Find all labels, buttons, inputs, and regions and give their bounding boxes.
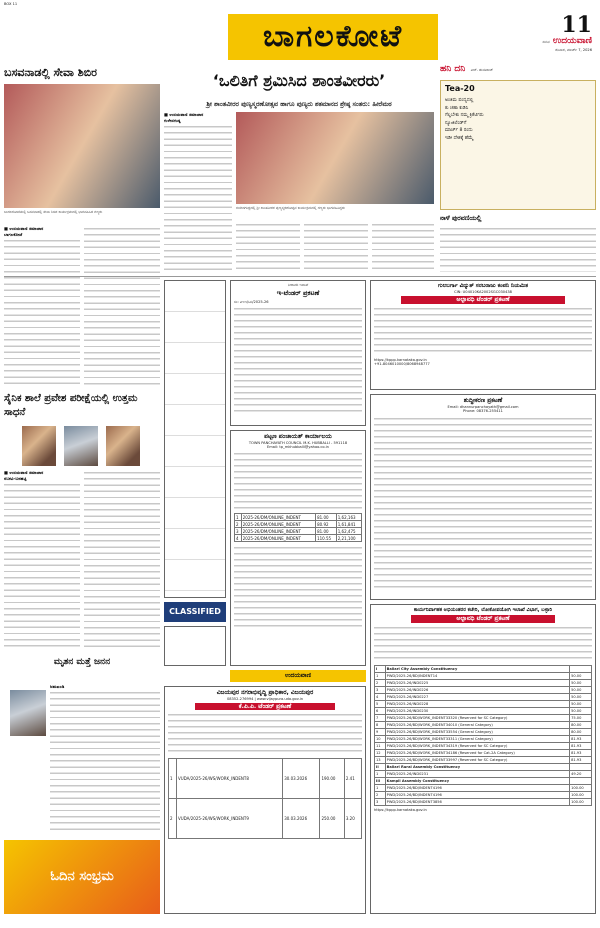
text-lines — [50, 690, 160, 830]
tender-bellary-org: ಕಾರ್ಯನಿರ್ವಾಹಕ ಅಭಿಯಂತರರ ಕಚೇರಿ, ಲೋಕೋಪಯೋಗಿ ಇಲಾಖೆ ವಿಭಾಗ, ಬಳ್ಳಾರಿ — [413, 607, 553, 613]
table-row — [235, 528, 362, 535]
honey-header — [440, 64, 596, 78]
cell: 4 — [235, 535, 242, 542]
cell: 30.03.2026 — [283, 799, 320, 839]
cell: 100.00 — [570, 784, 592, 791]
tender-bellary-title: ಅಲ್ಪಾವಧಿ ಟೆಂಡರ್ ಪ್ರಕಟಣೆ — [411, 615, 555, 623]
tender-vuda-contact: 08352-276994 | www.vijaypura.uda.gov.in — [226, 696, 304, 701]
tender-dhar-email: Email: dhannurpanchayath@gmail.com — [447, 404, 519, 409]
table-row — [375, 721, 592, 728]
table-row — [235, 514, 362, 521]
poem-line: ನ್ಯೂಜಿಲೆಂಡ್‌ಗೆ — [445, 120, 467, 126]
honey-box — [440, 80, 596, 210]
text-lines — [374, 306, 592, 356]
masthead-band — [228, 14, 438, 60]
cell: 250.00 — [320, 799, 344, 839]
left-story2-col2 — [84, 470, 160, 650]
left-story2-dateline: ರಬಕವಿ-ಬನಹಟ್ಟಿ — [4, 476, 27, 482]
paper-prefix: ಸುದಿನ — [542, 40, 550, 44]
cell: 1 — [375, 770, 386, 777]
tender-power — [370, 280, 596, 390]
table-row — [235, 535, 362, 542]
tomorrow-title: ನಾಳೆ ಪುರವಣಿಯಲ್ಲಿ — [440, 214, 482, 222]
poem-line: ಅಂತಿಮ ಪಂದ್ಯದಲ್ಲಿ — [445, 98, 474, 103]
cell: PWD/2025-26/IND0228 — [385, 700, 569, 707]
main-photo — [236, 112, 434, 204]
cell: PWD/2025-26/BD/INDENT14 — [385, 672, 569, 679]
cell: 1 — [375, 784, 386, 791]
left-headline-box — [4, 64, 160, 82]
cell: 1,61,841 — [336, 521, 361, 528]
cell: I — [375, 665, 386, 672]
table-row — [375, 756, 592, 763]
cell: PWD/2025-26/BD/WORK_INDENT34319 (Reserved for SC Category) — [385, 742, 569, 749]
cell: PWD/2025-26/BD/WORK_INDENT33311 (General Category) — [385, 735, 569, 742]
cell: PWD/2025-26/IND0230 — [385, 707, 569, 714]
cell: 81.00 — [316, 528, 337, 535]
left-story-col1 — [4, 226, 80, 386]
cell: 81.93 — [570, 735, 592, 742]
cell: PWD/2025-26/BD/WORK_INDENT33554 (General Category) — [385, 728, 569, 735]
cell: 80.00 — [570, 728, 592, 735]
tender-kppp-office: ನೀರಾವರಿ ಇಲಾಖೆ — [287, 283, 309, 287]
cell: 2,21,100 — [336, 535, 361, 542]
cell: PWD/2025-26/IND0225 — [385, 679, 569, 686]
left-photo — [4, 84, 160, 208]
tender-bellary-website: https://kppp.karnataka.gov.in — [374, 807, 427, 812]
cell: 3 — [375, 686, 386, 693]
cell: 1,62,163 — [336, 514, 361, 521]
page-date: ಶನಿವಾರ, ಮಾರ್ಚ್ 7, 2026 — [555, 48, 592, 52]
cell: 8 — [375, 721, 386, 728]
cell: PWD/2025-26/BD/INDENT4196 — [385, 791, 569, 798]
cell: II — [375, 763, 386, 770]
table-row — [375, 763, 592, 770]
cell: PWD/2025-26/BD/INDENT4196 — [385, 784, 569, 791]
table-row — [169, 759, 362, 799]
tender-vuda-phone: 08352-276994 — [226, 696, 254, 701]
honey-poem-title: Tea-20 — [445, 84, 475, 93]
cell: 3 — [235, 528, 242, 535]
cell: 1 — [169, 759, 177, 799]
text-lines — [168, 712, 362, 756]
bottom-ad — [4, 840, 160, 914]
cell: 4 — [375, 693, 386, 700]
tender-power-phone: +91-8046010000/8068948777 — [374, 362, 430, 367]
cell: 1,62,475 — [336, 528, 361, 535]
cell: 2025-26/DM/ONLINE_INDENT — [241, 535, 315, 542]
table-row — [375, 714, 592, 721]
cell: 81.93 — [570, 742, 592, 749]
tender-town — [230, 430, 366, 666]
cell: VUDA/2025-26/WS/WORK_INDENT9 — [176, 799, 282, 839]
tender-bellary-table — [374, 665, 592, 806]
cell: 75.00 — [570, 714, 592, 721]
table-row — [375, 686, 592, 693]
table-row — [375, 707, 592, 714]
cell: 110.55 — [316, 535, 337, 542]
cell: Ballari Rural Assembly Constituency — [385, 763, 569, 770]
masthead-right — [442, 14, 594, 60]
left-story-col2 — [84, 226, 160, 386]
cell: 3.20 — [344, 799, 361, 839]
poem-line: ಕು ಚಹಾ ಕುಡಿಸಿ — [445, 105, 469, 111]
cell: Kampli Assembly Constituency — [385, 777, 569, 784]
text-lines — [304, 222, 368, 272]
cell: 50.00 — [570, 686, 592, 693]
text-lines — [234, 451, 362, 511]
text-lines — [164, 124, 232, 272]
cell: 2 — [235, 521, 242, 528]
cell: 13 — [375, 756, 386, 763]
main-story-col1 — [164, 112, 232, 272]
cell: 6 — [375, 707, 386, 714]
paper-title: ಉದಯವಾಣಿ — [552, 36, 592, 46]
classified-ads — [164, 626, 226, 666]
tender-vuda-title: ಕೆ.ಪಿ.ಪಿ. ಟೆಂಡರ್ ಪ್ರಕಟಣೆ — [195, 703, 335, 711]
honey-subtitle: ಎಚ್. ಡುಂಡಿರಾಜ್ — [470, 68, 494, 72]
table-row — [375, 728, 592, 735]
left-story2-headline: ಸೈನಿಕ ಶಾಲೆ ಪ್ರವೇಶ ಪರೀಕ್ಷೆಯಲ್ಲಿ ಉತ್ತಮ ಸಾಧನೆ — [4, 393, 138, 418]
tender-kppp-title: ಇ-ಟೆಂಡರ್ ಪ್ರಕಟಣೆ — [276, 289, 320, 298]
cell: 10 — [375, 735, 386, 742]
left-story2-headline-box — [4, 392, 160, 422]
left-headline: ಬಸವನಾಡಲ್ಲಿ ಸೇವಾ ಶಿಬಿರ — [4, 66, 97, 79]
left-photo-caption: ಬಾಗಲಕೋಟೆಯಲ್ಲಿ ಬಸವನಾಡಲ್ಲಿ ಸೇವಾ ಶಿಬಿರ ಕಾರ್ಯಕ್ರಮದಲ್ಲಿ ಭಾಗವಹಿಸಿದ ಗಣ್ಯರು — [4, 210, 103, 214]
table-row — [375, 735, 592, 742]
cell: 81.00 — [316, 514, 337, 521]
cell: VUDA/2025-26/WS/WORK_INDENT8 — [176, 759, 282, 799]
tender-kppp — [230, 280, 366, 426]
left-story2-byline: ■ ಉದಯವಾಣಿ ಸಮಾಚಾರ — [4, 470, 44, 475]
cell — [570, 777, 592, 784]
tender-town-subtitle: TOWN PANCHAYATH COUNCIL M.K. HUBBALLI - 591118 — [248, 440, 348, 445]
page-number: 11 — [561, 14, 592, 38]
main-subhead-box — [164, 98, 434, 110]
cell: 2 — [375, 679, 386, 686]
classified-banner — [164, 602, 226, 622]
text-lines — [236, 222, 300, 272]
left-obit-headline: ಮೃತನ ಮತ್ತೆ ಜನನ — [53, 657, 111, 667]
left-obit-headline-box — [4, 656, 160, 680]
tender-kppp-ref: ಸಂ: ಎಇಇ/ಸಿಟಿ/2025-26 — [234, 299, 269, 304]
cell: 30.03.2026 — [283, 759, 320, 799]
main-story-col4 — [372, 222, 434, 272]
cell: 50.00 — [570, 679, 592, 686]
paper-name — [542, 36, 592, 47]
table-row — [375, 742, 592, 749]
tender-vuda-website: www.vijaypura.uda.gov.in — [256, 696, 304, 701]
small-ads-column — [164, 280, 226, 598]
cell: 190.00 — [320, 759, 344, 799]
table-row — [375, 679, 592, 686]
tender-vuda-table — [168, 758, 362, 839]
table-row — [375, 665, 592, 672]
text-lines — [372, 222, 434, 272]
cell: 50.00 — [570, 693, 592, 700]
cell: 2025-26/DM/ONLINE_INDENT — [241, 521, 315, 528]
cell: 1 — [235, 514, 242, 521]
text-lines — [84, 470, 160, 650]
left-obit-text — [50, 684, 160, 834]
tender-town-email: Email: tp_mkhubballi@yahoo.co.in — [267, 444, 329, 449]
cell: 11 — [375, 742, 386, 749]
table-row — [375, 700, 592, 707]
tender-town-title: ಪಟ್ಟಣ ಪಂಚಾಯತ್ ಕಾರ್ಯಾಲಯ — [264, 433, 332, 440]
tender-dhar-phone: Phone: 08376-255411 — [463, 408, 503, 413]
cell: 1 — [375, 672, 386, 679]
text-lines — [4, 238, 80, 386]
classified-label: CLASSIFIED — [169, 607, 221, 616]
cell: 12 — [375, 749, 386, 756]
banner-ad-text: ಉದಯವಾಣಿ — [284, 672, 312, 679]
cell: PWD/2025-26/BD/WORK_INDENT34010 (General Category) — [385, 721, 569, 728]
main-byline: ■ ಉದಯವಾಣಿ ಸಮಾಚಾರ — [164, 112, 204, 117]
cell: 80.92 — [316, 521, 337, 528]
text-lines — [234, 545, 362, 631]
table-row — [375, 784, 592, 791]
text-lines — [4, 482, 80, 650]
table-row — [169, 799, 362, 839]
main-story-col2 — [236, 222, 300, 272]
cell: III — [375, 777, 386, 784]
cell: 2.41 — [344, 759, 361, 799]
cell: 2025-26/DM/ONLINE_INDENT — [241, 528, 315, 535]
cell: 7 — [375, 714, 386, 721]
table-row — [375, 672, 592, 679]
main-dateline: ಗುಳೇದಗುಡ್ಡ — [164, 118, 181, 124]
cell: 2 — [169, 799, 177, 839]
tender-vuda-org: ವಿಜಯಪುರ ನಗರಾಭಿವೃದ್ಧಿ ಪ್ರಾಧಿಕಾರ, ವಿಜಯಪುರ — [216, 689, 314, 696]
left-byline: ■ ಉದಯವಾಣಿ ಸಮಾಚಾರ — [4, 226, 44, 231]
cell: PWD/2025-26/IND0226 — [385, 686, 569, 693]
cell: 49.20 — [570, 770, 592, 777]
cell: 3 — [375, 798, 386, 805]
cell: PWD/2025-26/IND0231 — [385, 770, 569, 777]
cell: 5 — [375, 700, 386, 707]
cell: 50.00 — [570, 672, 592, 679]
main-headline: ‘ಒಲಿತಿಗೆ ಶ್ರಮಿಸಿದ ಶಾಂತವೀರರು’ — [212, 71, 386, 90]
main-story-col3 — [304, 222, 368, 272]
tomorrow-header — [440, 214, 596, 224]
table-row — [375, 770, 592, 777]
cell: 50.00 — [570, 700, 592, 707]
cell: 100.00 — [570, 798, 592, 805]
tomorrow-text — [440, 226, 596, 272]
text-lines — [374, 416, 592, 588]
poem-line: ಮಾರ್ಚ್ 8 ರಂದು — [445, 128, 473, 133]
cell: 50.00 — [570, 707, 592, 714]
tender-power-cin: CIN: U04010KA2002SGC030438 — [454, 289, 512, 294]
cell — [570, 665, 592, 672]
honey-title: ಹನಿ ದನಿ — [440, 64, 466, 74]
cell: PWD/2025-26/IND0227 — [385, 693, 569, 700]
text-lines — [440, 226, 596, 272]
poem-line: ಗೆಲ್ಲಬೇಕು ನಮ್ಮ ಕ್ರಿಕೆಟಿಗರು — [445, 113, 484, 118]
banner-ad — [230, 670, 366, 682]
cell: 80.00 — [570, 721, 592, 728]
cell: 81.93 — [570, 756, 592, 763]
cell: 2 — [375, 791, 386, 798]
main-subhead: ಶ್ರೀ ಶಾಂತವೀರರ ಪುಣ್ಯಸ್ಮರಣೋತ್ಸವ ಹಾಗೂ ಪುಣ್ಯರು ಶತಮಾನದ ಶ್ರೇಷ್ಠ ಸಂತರು: ಹೀರೆಮಠ — [206, 100, 392, 108]
left-obit-dateline: ಜಮಖಂಡಿ — [50, 684, 65, 689]
tender-town-table — [234, 513, 362, 542]
section-title: ಬಾಗಲಕೋಟೆ — [262, 19, 404, 54]
main-headline-box — [164, 64, 434, 98]
cell: 100.00 — [570, 791, 592, 798]
cell: 81.93 — [570, 749, 592, 756]
tender-power-website: https://kppp.karnataka.gov.in — [374, 357, 427, 362]
table-row — [375, 749, 592, 756]
cell: 2025-26/DM/ONLINE_INDENT — [241, 514, 315, 521]
cell: 9 — [375, 728, 386, 735]
student-photo-2 — [64, 426, 98, 466]
obit-photo — [10, 690, 46, 736]
tender-dhar-title: ಶುದ್ಧೀಕರಣ ಪ್ರಕಟಣೆ — [463, 397, 503, 404]
tender-dhar — [370, 394, 596, 600]
student-photo-1 — [22, 426, 56, 466]
table-row — [375, 791, 592, 798]
cell — [570, 763, 592, 770]
section-rule — [4, 276, 596, 277]
cell: PWD/2025-26/BD/INDENT3856 — [385, 798, 569, 805]
cell: PWD/2025-26/BD/WORK_INDENT34186 (Reserved for Cat-2A Category) — [385, 749, 569, 756]
bottom-ad-text: ಓದಿನ ಸಂಭ್ರಮ — [50, 869, 114, 884]
box-label: BOX 11 — [4, 2, 18, 6]
tender-bellary — [370, 604, 596, 914]
table-row — [235, 521, 362, 528]
table-row — [375, 777, 592, 784]
cell: PWD/2025-26/BD/WORK_INDENT33997 (Reserved for SC Category) — [385, 756, 569, 763]
tender-power-org: ಗುಲಬರ್ಗಾ ವಿದ್ಯುತ್ ಸರಬರಾಜು ಕಂಪನಿ ನಿಯಮಿತ — [437, 283, 529, 289]
left-story2-col1 — [4, 470, 80, 650]
table-row — [375, 798, 592, 805]
cell: Ballari City Assembly Constituency — [385, 665, 569, 672]
poem-line: ಇಡೀ ದೇಶಕ್ಕೆ ಹೆಮ್ಮೆ — [445, 135, 474, 141]
left-dateline: ಬಾಗಲಕೋಟೆ — [4, 232, 23, 238]
tender-power-title: ಅಲ್ಪಾವಧಿ ಟೆಂಡರ್ ಪ್ರಕಟಣೆ — [401, 296, 565, 304]
cell: PWD/2025-26/BD/WORK_INDENT33320 (Reserved for SC Category) — [385, 714, 569, 721]
text-lines — [234, 306, 362, 416]
table-row — [375, 693, 592, 700]
small-ads — [165, 281, 225, 597]
tender-vuda — [164, 686, 366, 914]
student-photo-3 — [106, 426, 140, 466]
main-photo-caption: ಗುಳೇದಗುಡ್ಡದಲ್ಲಿ ಶ್ರೀ ಶಾಂತವೀರರ ಪುಣ್ಯಸ್ಮರಣೋತ್ಸವ ಕಾರ್ಯಕ್ರಮದಲ್ಲಿ ಗಣ್ಯರು ಭಾಗವಹಿಸಿದ್ದರು — [236, 206, 345, 210]
text-lines — [84, 226, 160, 386]
text-lines — [374, 625, 592, 663]
